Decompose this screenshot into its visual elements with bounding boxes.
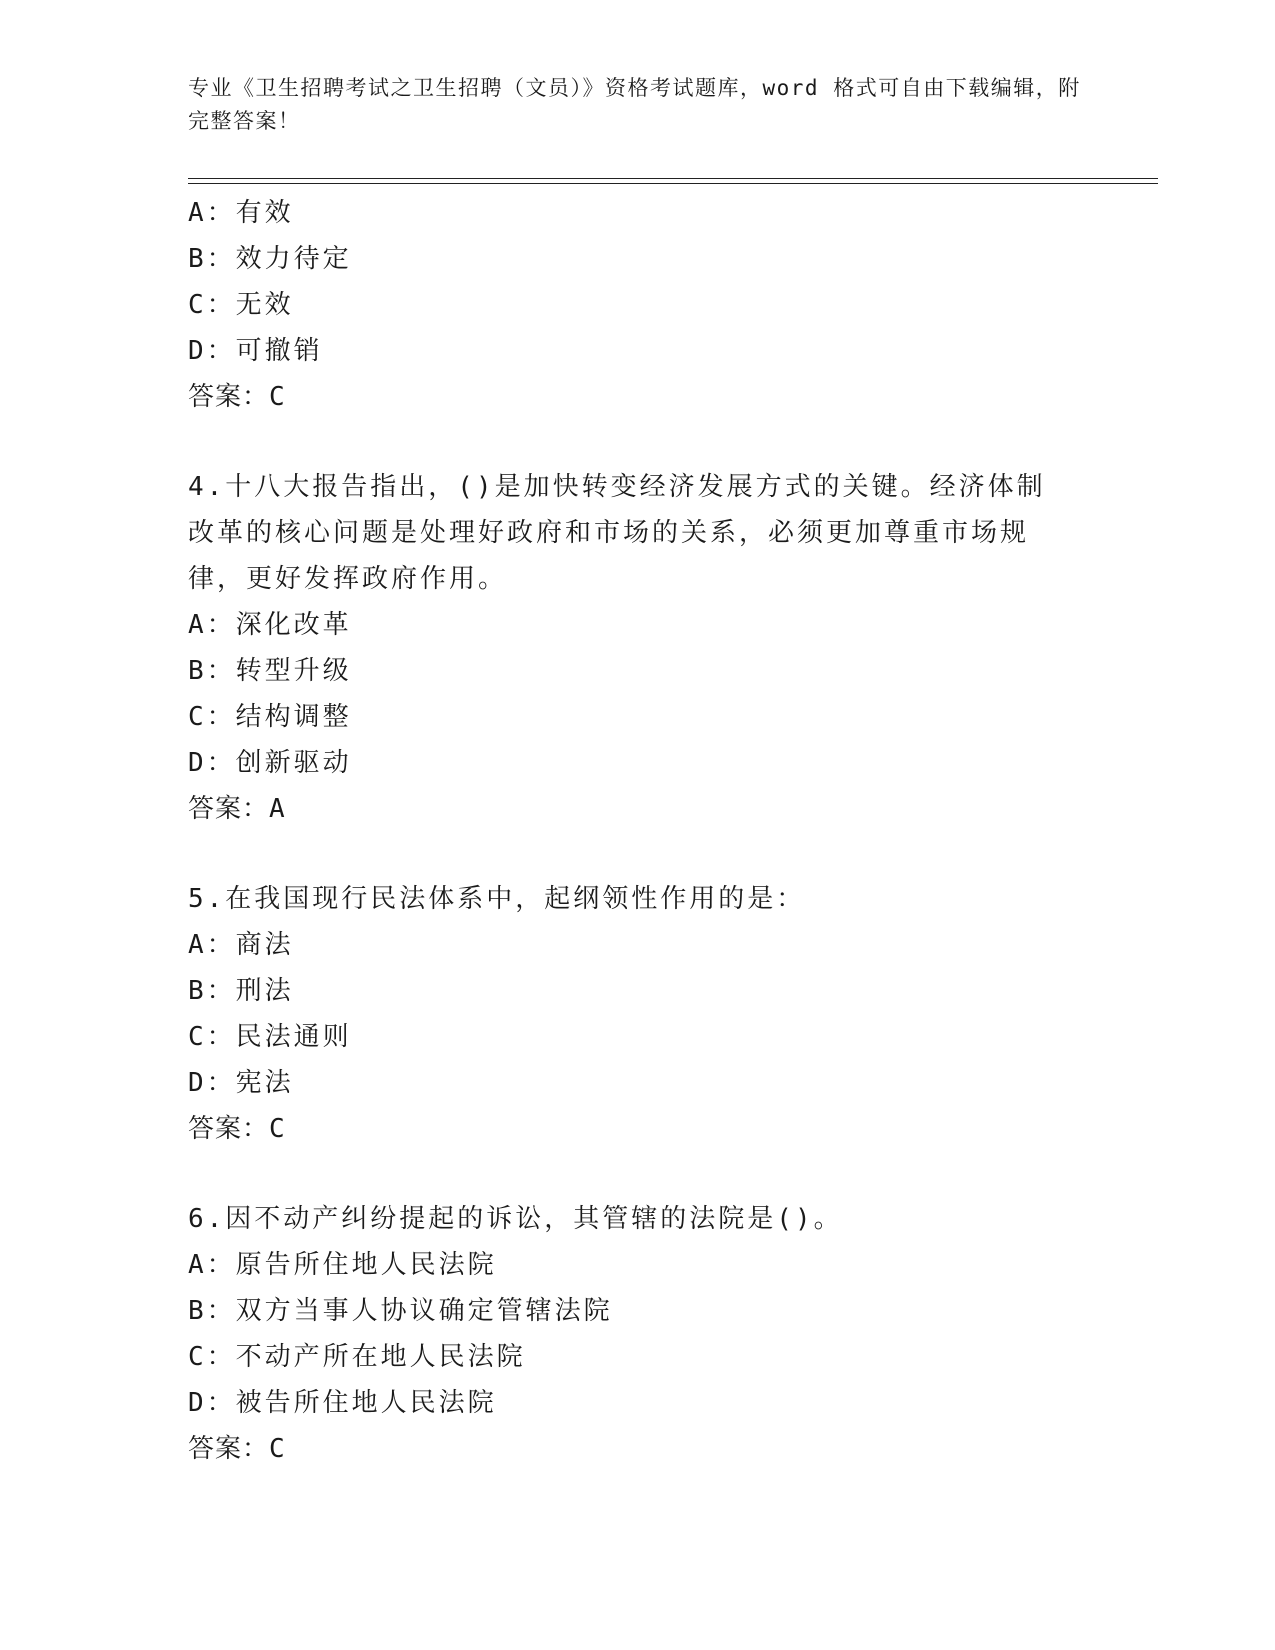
option-label: D：: [188, 336, 236, 366]
answer-label: 答案：: [188, 1434, 270, 1464]
question-5: [188, 876, 1088, 1152]
answer-line: [188, 1106, 1088, 1152]
option-text: 深化改革: [235, 610, 352, 640]
answer-value: C: [269, 1434, 286, 1464]
option-label: C：: [188, 702, 236, 732]
question-stem: 4.十八大报告指出，()是加快转变经济发展方式的关键。经济体制改革的核心问题是处理好政府和市场的关系，必须更加尊重市场规律，更好发挥政府作用。: [188, 472, 1046, 594]
option-a: [188, 602, 1088, 648]
option-text: 可撤销: [235, 336, 323, 366]
header-rule-top: [188, 178, 1158, 179]
option-b: [188, 968, 1088, 1014]
option-label: A：: [188, 1250, 236, 1280]
option-text: 有效: [235, 198, 294, 228]
option-label: D：: [188, 1068, 236, 1098]
answer-line: [188, 1426, 1088, 1472]
option-text: 商法: [235, 930, 294, 960]
option-d: [188, 1380, 1088, 1426]
answer-line: [188, 786, 1088, 832]
option-text: 刑法: [235, 976, 294, 1006]
answer-value: C: [269, 382, 286, 412]
option-text: 创新驱动: [235, 748, 352, 778]
option-d: [188, 328, 1088, 374]
option-a: [188, 1242, 1088, 1288]
answer-label: 答案：: [188, 794, 270, 824]
option-text: 宪法: [235, 1068, 294, 1098]
question-stem: 5.在我国现行民法体系中，起纲领性作用的是：: [188, 884, 806, 914]
answer-line: [188, 374, 1088, 420]
option-label: A：: [188, 610, 236, 640]
option-label: D：: [188, 1388, 236, 1418]
question-stem: 6.因不动产纠纷提起的诉讼，其管辖的法院是()。: [188, 1204, 843, 1234]
option-c: [188, 1014, 1088, 1060]
option-label: C：: [188, 1342, 236, 1372]
question-3: [188, 190, 1088, 420]
question-list: [188, 190, 1088, 1472]
option-text: 原告所住地人民法院: [235, 1250, 497, 1280]
option-label: C：: [188, 290, 236, 320]
option-b: [188, 648, 1088, 694]
page-header: 专业《卫生招聘考试之卫生招聘（文员）》资格考试题库，word 格式可自由下载编辑，附完整答案！: [188, 76, 1081, 133]
option-b: [188, 236, 1088, 282]
option-label: B：: [188, 1296, 236, 1326]
header-rule-bottom: [188, 183, 1158, 184]
option-text: 无效: [235, 290, 294, 320]
option-label: B：: [188, 244, 236, 274]
option-text: 不动产所在地人民法院: [235, 1342, 526, 1372]
question-4: [188, 464, 1088, 832]
option-b: [188, 1288, 1088, 1334]
option-a: [188, 922, 1088, 968]
option-text: 转型升级: [235, 656, 352, 686]
option-label: C：: [188, 1022, 236, 1052]
option-label: D：: [188, 748, 236, 778]
question-6: [188, 1196, 1088, 1472]
option-label: B：: [188, 656, 236, 686]
answer-label: 答案：: [188, 1114, 270, 1144]
option-text: 效力待定: [235, 244, 352, 274]
option-label: A：: [188, 930, 236, 960]
option-d: [188, 1060, 1088, 1106]
option-c: [188, 694, 1088, 740]
option-label: A：: [188, 198, 236, 228]
answer-value: C: [269, 1114, 286, 1144]
option-c: [188, 1334, 1088, 1380]
option-d: [188, 740, 1088, 786]
option-a: [188, 190, 1088, 236]
answer-label: 答案：: [188, 382, 270, 412]
option-text: 结构调整: [235, 702, 352, 732]
option-label: B：: [188, 976, 236, 1006]
option-text: 被告所住地人民法院: [235, 1388, 497, 1418]
answer-value: A: [269, 794, 286, 824]
option-text: 双方当事人协议确定管辖法院: [235, 1296, 613, 1326]
option-c: [188, 282, 1088, 328]
option-text: 民法通则: [235, 1022, 352, 1052]
